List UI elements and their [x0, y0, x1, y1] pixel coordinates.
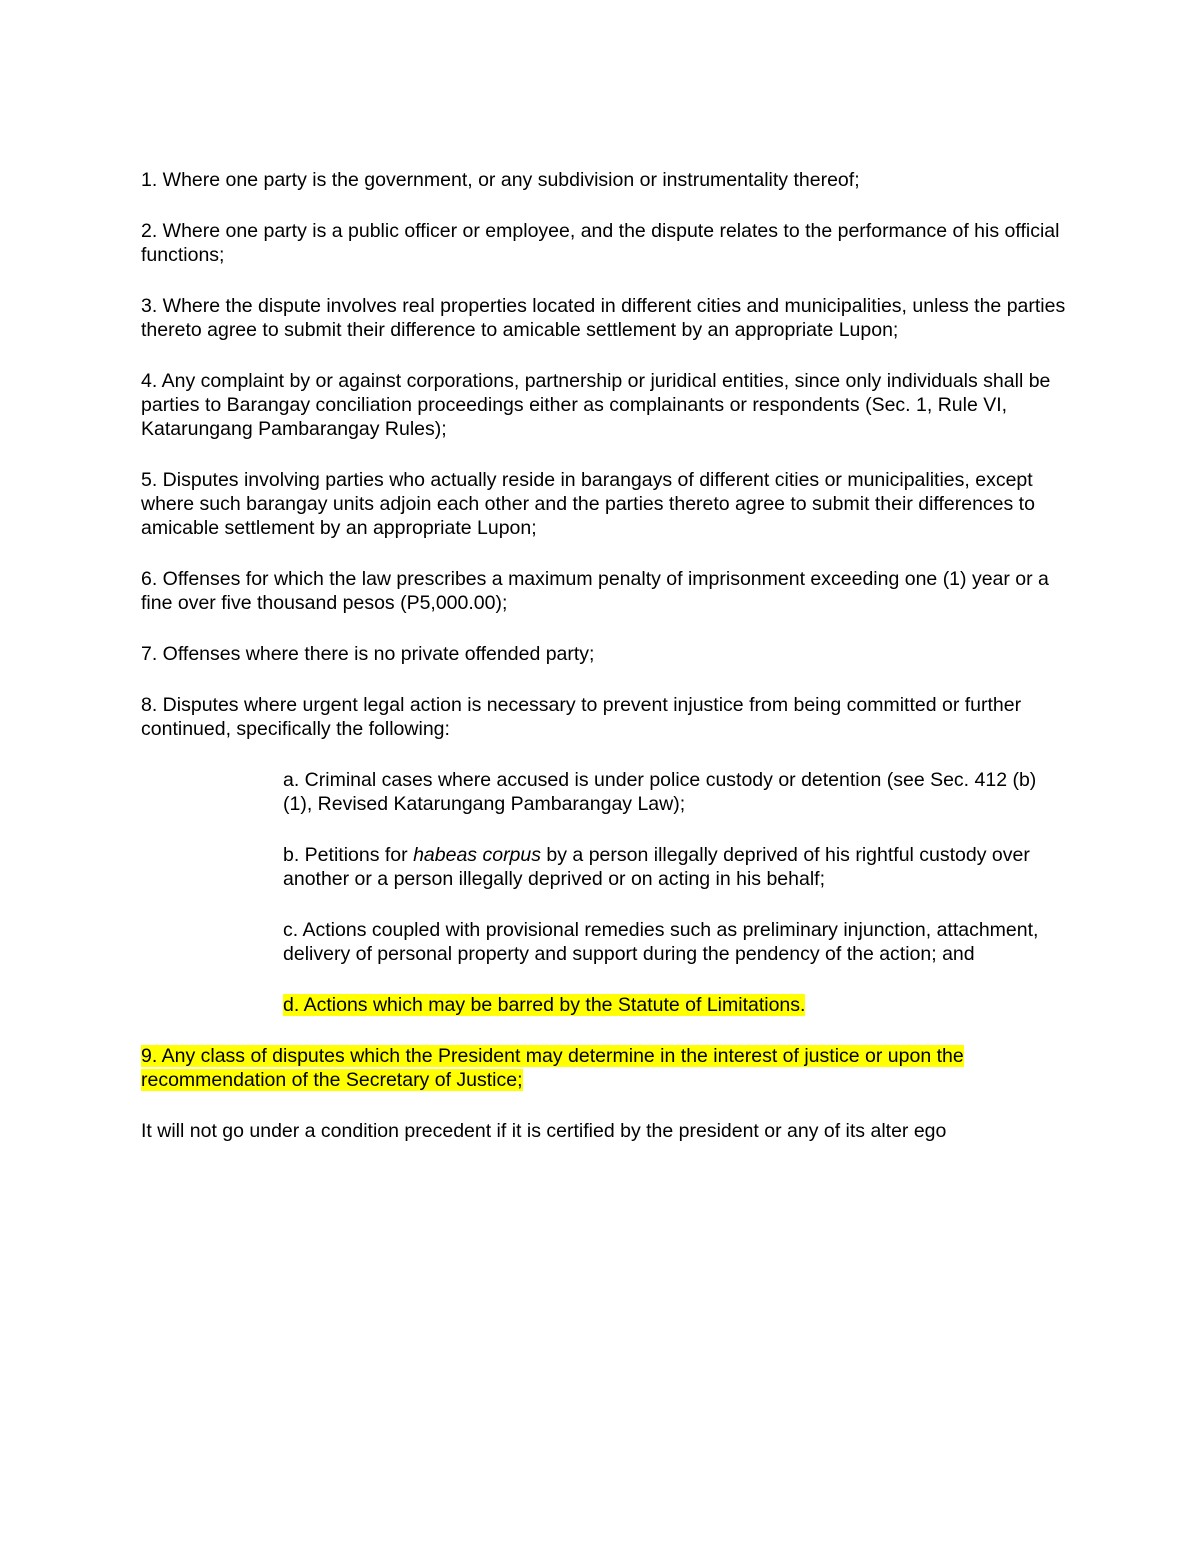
sub-item-b-prefix: b. Petitions for	[283, 844, 414, 866]
habeas-corpus-term: habeas corpus	[413, 844, 541, 866]
list-item: 6. Offenses for which the law prescribes a maximum penalty of imprisonment exceeding one (1) year or a fine over five thousand pesos (P5,000.00);	[141, 568, 1049, 614]
list-item: 7. Offenses where there is no private offended party;	[141, 643, 595, 665]
list-item: 1. Where one party is the government, or any subdivision or instrumentality thereof;	[141, 169, 860, 191]
list-item: 8. Disputes where urgent legal action is necessary to prevent injustice from being committed or further continued, specifically the following:	[141, 694, 1022, 740]
list-item: 4. Any complaint by or against corporations, partnership or juridical entities, since only individuals shall be parties to Barangay conciliation proceedings either as complainants or respondents (Sec. 1, Rule VI, Katarungang Pambarangay Rules);	[141, 370, 1051, 440]
sub-item-a: a. Criminal cases where accused is under police custody or detention (see Sec. 412 (b) (1), Revised Katarungang Pambarangay Law);	[283, 769, 1037, 815]
highlight-d: d. Actions which may be barred by the Statute of Limitations.	[283, 994, 806, 1016]
document-body	[141, 168, 1066, 1170]
list-item: 5. Disputes involving parties who actually reside in barangays of different cities or municipalities, except where such barangay units adjoin each other and the parties thereto agree to submit their differences to amicable settlement by an appropriate Lupon;	[141, 469, 1035, 539]
list-item-9-highlighted	[141, 1044, 1066, 1092]
list-item: 2. Where one party is a public officer or employee, and the dispute relates to the performance of his official functions;	[141, 220, 1060, 266]
highlight-9: 9. Any class of disputes which the President may determine in the interest of justice or upon the recommendation of the Secretary of Justice;	[141, 1045, 964, 1091]
sub-item-d-highlighted	[283, 993, 1066, 1017]
list-item: 3. Where the dispute involves real properties located in different cities and municipalities, unless the parties thereto agree to submit their difference to amicable settlement by an appropriate Lupon;	[141, 295, 1066, 341]
sub-item-b-suffix: by a person illegally deprived of his rightful custody over another or a person illegally deprived or on acting in his behalf;	[283, 844, 1030, 890]
closing-note: It will not go under a condition precedent if it is certified by the president or any of its alter ego	[141, 1120, 947, 1142]
sub-item-c: c. Actions coupled with provisional remedies such as preliminary injunction, attachment, delivery of personal property and support during the pendency of the action; and	[283, 919, 1039, 965]
sub-item-b	[283, 843, 1066, 891]
